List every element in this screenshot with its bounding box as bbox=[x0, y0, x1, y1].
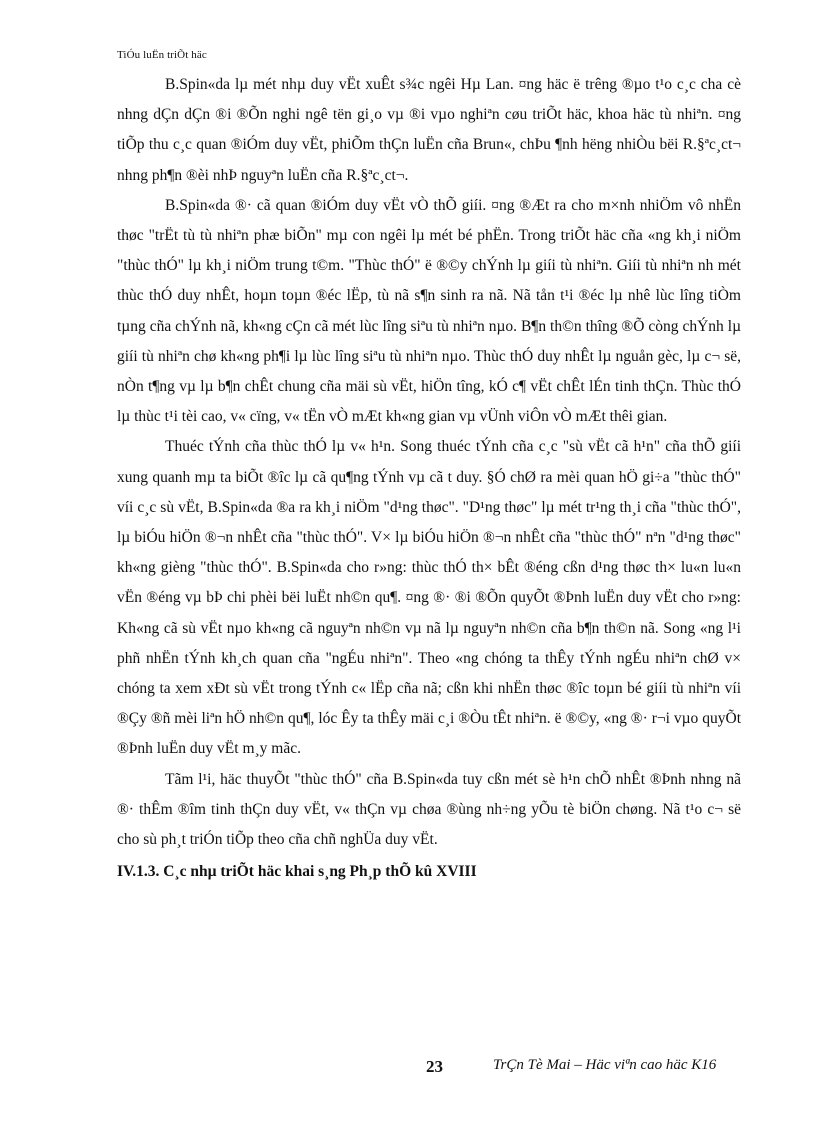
paragraph-1: B.Spin«da lµ mét nhµ duy vËt xuÊt s¾c ngêi Hµ Lan. ¤ng häc ë trêng ®µo t¹o c¸c cha cè nhng dÇn dÇn ®i ®Õn nghi ngê tën gi¸o vµ ®i vµo nghiªn cøu triÕt häc, khoa häc tù nhiªn. ¤ng tiÕp thu c¸c quan ®iÓm duy vËt, phiÕm thÇn luËn cña Brun«, chÞu ¶nh hëng nhiÒu bëi R.§ªc¸ct¬ nhng ph¶n ®èi nhÞ nguyªn luËn cña R.§ªc¸ct¬. bbox=[117, 76, 741, 184]
footer-author: TrÇn Tè Mai – Häc viªn cao häc K16 bbox=[493, 1057, 717, 1073]
paragraph-3: Thuéc tÝnh cña thùc thÓ lµ v« h¹n. Song thuéc tÝnh cña c¸c "sù vËt cã h¹n" cña thÕ giíi xung quanh mµ ta biÕt ®îc lµ cã qu¶ng tÝnh vµ cã t duy. §Ó chØ ra mèi quan hÖ gi÷a "thùc thÓ" víi c¸c sù vËt, B.Spin«da ®a ra kh¸i niÖm "d¹ng thøc". "D¹ng thøc" lµ mét tr¹ng th¸i cña "thùc thÓ", lµ biÓu hiÖn ®¬n nhÊt cña "thùc thÓ". V× lµ biÓu hiÖn ®¬n nhÊt cña "thùc thÓ" nªn "d¹ng thøc" kh«ng gièng "thùc thÓ". B.Spin«da cho r»ng: thùc thÓ th× bÊt ®éng cßn d¹ng thøc th× lu«n lu«n vËn ®éng vµ bÞ chi phèi bëi luËt nh©n qu¶. ¤ng ®· ®i ®Õn quyÕt ®Þnh luËn duy vËt cho r»ng: Kh«ng cã sù vËt nµo kh«ng cã nguyªn nh©n vµ nã lµ nguyªn nh©n cña b¶n th©n nã. Song «ng l¹i phñ nhËn tÝnh kh¸ch quan cña "ngÉu nhiªn". Theo «ng chóng ta thÊy tÝnh ngÉu nhiªn chØ v× chóng ta xem xÐt sù vËt trong tÝnh c« lËp cña nã; cßn khi nhËn thøc ®îc toµn bé giíi tù nhiªn víi ®Çy ®ñ mèi liªn hÖ nh©n qu¶, lóc Êy ta thÊy mäi c¸i ®Òu tÊt nhiªn. ë ®©y, «ng ®· r¬i vµo quyÕt ®Þnh luËn duy vËt m¸y mãc. bbox=[117, 438, 741, 758]
paragraph-4: Tãm l¹i, häc thuyÕt "thùc thÓ" cña B.Spin«da tuy cßn mét sè h¹n chÕ nhÊt ®Þnh nhng nã ®· thÊm ®îm tinh thÇn duy vËt, v« thÇn vµ chøa ®ùng nh÷ng yÕu tè biÖn chøng. Nã t¹o c¬ së cho sù ph¸t triÓn tiÕp theo cña chñ nghÜa duy vËt. bbox=[117, 770, 741, 849]
paragraph-2: B.Spin«da ®· cã quan ®iÓm duy vËt vÒ thÕ giíi. ¤ng ®Æt ra cho m×nh nhiÖm vô nhËn thøc "trËt tù tù nhiªn phæ biÕn" mµ con ngêi lµ mét bé phËn. Trong triÕt häc cña «ng kh¸i niÖm "thùc thÓ" lµ kh¸i niÖm trung t©m. "Thùc thÓ" ë ®©y chÝnh lµ giíi tù nhiªn. Giíi tù nhiªn nh mét thùc thÓ duy nhÊt, hoµn toµn ®éc lËp, tù nã s¶n sinh ra nã. Nã tån t¹i ®éc lµ nhê lùc lîng tiÒm tµng cña chÝnh nã, kh«ng cÇn cã mét lùc lîng siªu tù nhiªn nµo. B¶n th©n thîng ®Õ còng chÝnh lµ giíi tù nhiªn chø kh«ng ph¶i lµ lùc lîng siªu tù nhiªn nµo. Thùc thÓ duy nhÊt lµ nguån gèc, lµ c¬ së, nÒn t¶ng vµ lµ b¶n chÊt chung cña mäi sù vËt, hiÖn tîng, kÓ c¶ vËt chÊt lÉn tinh thÇn. Thùc thÓ lµ thùc t¹i tèi cao, v« cïng, v« tËn vÒ mÆt kh«ng gian vµ vÜnh viÔn vÒ mÆt thêi gian. bbox=[117, 196, 741, 426]
document-body bbox=[117, 70, 741, 887]
section-heading: IV.1.3. C¸c nhµ triÕt häc khai s¸ng Ph¸p thÕ kû XVIII bbox=[117, 863, 477, 881]
running-header: TiÓu luËn triÕt häc bbox=[117, 49, 207, 61]
page-number: 23 bbox=[426, 1057, 443, 1076]
